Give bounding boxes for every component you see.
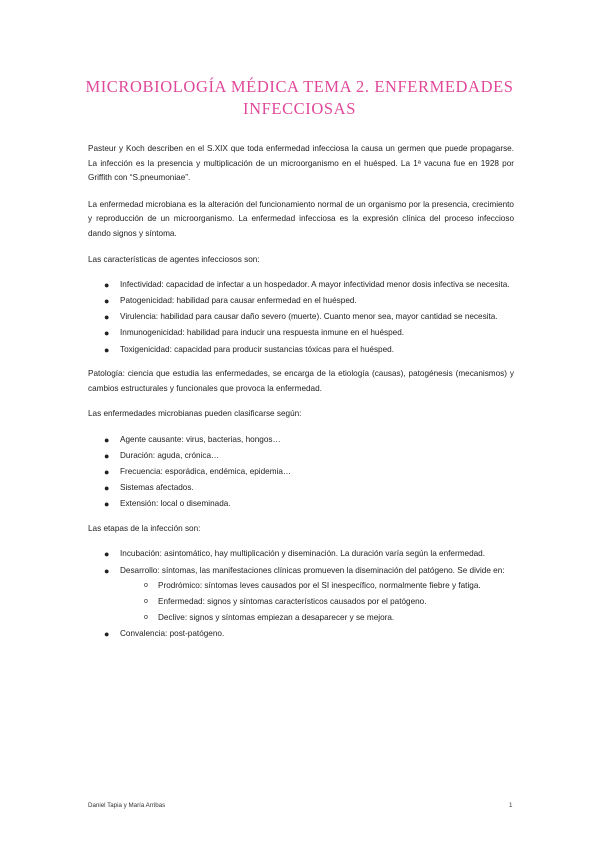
list-item: ● Patogenicidad: habilidad para causar enfermedad en el huésped. xyxy=(88,294,514,309)
footer-authors: Daniel Tapia y María Arribas xyxy=(88,802,166,809)
classification-heading: Las enfermedades microbianas pueden clasificarse según: xyxy=(88,409,302,419)
bullet-icon: ● xyxy=(104,499,110,510)
classification-list xyxy=(88,433,514,512)
bullet-icon: ● xyxy=(104,565,110,576)
sub-list-item: o Declive: signos y síntomas empiezan a desaparecer y se mejora. xyxy=(120,611,514,626)
list-item: ● Toxigenicidad: capacidad para producir sustancias tóxicas para el huésped. xyxy=(88,343,514,358)
list-item: ● Infectividad: capacidad de infectar a un hospedador. A mayor infectividad menor dosis infectiva se necesita. xyxy=(88,278,514,293)
bullet-icon: ● xyxy=(104,328,110,339)
document-body xyxy=(88,142,514,652)
list-item: ● Virulencia: habilidad para causar daño severo (muerte). Cuanto menor sea, mayor cantidad se necesita. xyxy=(88,310,514,325)
bullet-icon: ● xyxy=(104,344,110,355)
pathology-paragraph: Patología: ciencia que estudia las enfermedades, se encarga de la etiología (causas), patogénesis (mecanismos) y cambios estructurales y funcionales que provoca la enfermedad. xyxy=(88,369,514,393)
bullet-icon: ● xyxy=(104,451,110,461)
definition-paragraph: La enfermedad microbiana es la alteración del funcionamiento normal de un organismo por la presencia, crecimiento y reproducción de un microorganismo. La enfermedad infecciosa es la expresión clínica del proceso infeccioso dando signos y síntoma. xyxy=(88,199,514,238)
characteristics-list xyxy=(88,278,514,357)
list-item: ● Duración: aguda, crónica… xyxy=(88,449,514,464)
stages-heading: Las etapas de la infección son: xyxy=(88,523,201,533)
list-item: ● Convalencia: post-patógeno. xyxy=(88,627,514,642)
bullet-icon: ● xyxy=(104,434,110,445)
page-title: MICROBIOLOGÍA MÉDICA TEMA 2. ENFERMEDADES INFECCIOSAS xyxy=(85,77,514,118)
development-sublist xyxy=(88,579,514,626)
intro-paragraph: Pasteur y Koch describen en el S.XIX que toda enfermedad infecciosa la causa un germen que puede propagarse. La infección es la presencia y multiplicación de un microorganismo en el huésped. La 1ª vacuna fue en 1928 por Griffith con “S.pneumoniae”. xyxy=(88,144,514,183)
list-item: ● Agente causante: virus, bacterias, hongos… xyxy=(88,433,514,448)
list-item: ● Frecuencia: esporádica, endémica, epidemia… xyxy=(88,465,514,480)
list-item: ● Desarrollo: síntomas, las manifestaciones clínicas promueven la diseminación del patógeno. Se divide en: xyxy=(88,564,514,579)
bullet-icon: ● xyxy=(104,549,110,560)
stages-list-end xyxy=(88,627,514,642)
characteristics-heading: Las características de agentes infecciosos son: xyxy=(88,254,260,264)
list-item: ● Inmunogenicidad: habilidad para inducir una respuesta inmune en el huésped. xyxy=(88,326,514,341)
list-item: ● Extensión: local o diseminada. xyxy=(88,497,514,512)
page-number: 1 xyxy=(509,802,513,809)
hollow-bullet-icon: o xyxy=(144,614,148,622)
list-item: ● Sistemas afectados. xyxy=(88,481,514,496)
sub-list-item: o Prodrómico: síntomas leves causados por el SI inespecífico, normalmente fiebre y fatiga. xyxy=(120,579,514,594)
hollow-bullet-icon: o xyxy=(144,598,148,606)
list-item: ● Incubación: asintomático, hay multiplicación y diseminación. La duración varía según la enfermedad. xyxy=(88,547,514,562)
hollow-bullet-icon: o xyxy=(144,582,148,590)
bullet-icon: ● xyxy=(104,296,110,307)
bullet-icon: ● xyxy=(104,312,110,323)
sub-list-item: o Enfermedad: signos y síntomas característicos causados por el patógeno. xyxy=(120,595,514,610)
bullet-icon: ● xyxy=(104,467,110,478)
bullet-icon: ● xyxy=(104,629,110,640)
bullet-icon: ● xyxy=(104,483,110,494)
bullet-icon: ● xyxy=(104,280,110,291)
stages-list xyxy=(88,547,514,578)
